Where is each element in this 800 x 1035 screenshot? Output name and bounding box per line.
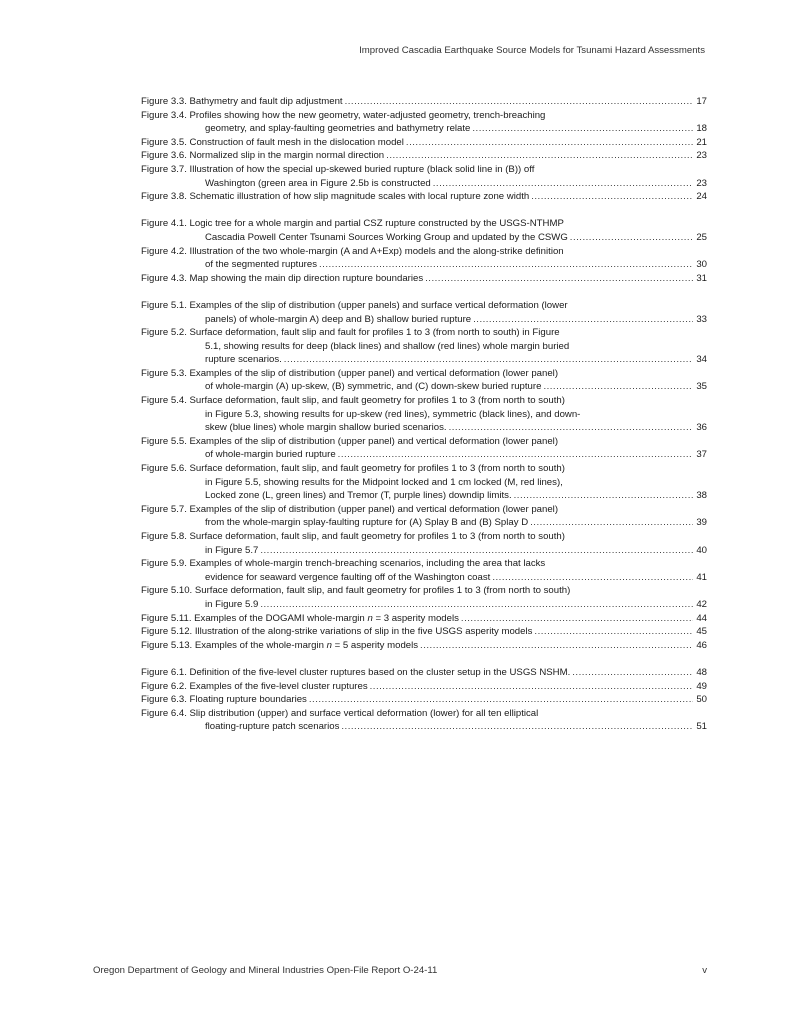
toc-entry[interactable] xyxy=(141,462,707,503)
toc-entry-line: Figure 5.6. Surface deformation, fault slip, and fault geometry for profiles 1 to 3 (from north to south) xyxy=(141,463,565,475)
toc-page-number: 35 xyxy=(696,381,707,393)
toc-page-number: 49 xyxy=(696,680,707,692)
list-of-figures xyxy=(141,95,707,734)
toc-entry[interactable] xyxy=(141,326,707,367)
toc-entry[interactable] xyxy=(141,394,707,435)
toc-entry-line: Figure 4.3. Map showing the main dip direction rupture boundaries xyxy=(141,272,424,284)
toc-entry-line: in Figure 5.3, showing results for up-skew (red lines), symmetric (black lines), and down- xyxy=(205,408,581,420)
dot-leader xyxy=(531,190,693,204)
toc-entry-line: Figure 3.5. Construction of fault mesh in the dislocation model xyxy=(141,136,404,148)
dot-leader xyxy=(284,353,693,367)
toc-page-number: 48 xyxy=(696,666,707,678)
dot-leader xyxy=(492,571,693,585)
dot-leader xyxy=(570,231,693,245)
dot-leader xyxy=(386,149,693,163)
toc-entry-line: Cascadia Powell Center Tsunami Sources Working Group and updated by the CSWG xyxy=(205,231,568,243)
dot-leader xyxy=(338,448,693,462)
toc-entry-line: Figure 5.11. Examples of the DOGAMI whole-margin n = 3 asperity models xyxy=(141,612,459,624)
dot-leader xyxy=(461,612,693,626)
toc-entry[interactable] xyxy=(141,136,707,150)
toc-entry-line: Figure 6.2. Examples of the five-level cluster ruptures xyxy=(141,680,368,692)
toc-entry-line: in Figure 5.9 xyxy=(205,598,259,610)
toc-entry[interactable] xyxy=(141,666,707,680)
toc-entry-line: 5.1, showing results for deep (black lines) and shallow (red lines) whole margin buried xyxy=(205,340,570,352)
toc-entry[interactable] xyxy=(141,272,707,286)
toc-page-number: 17 xyxy=(696,96,707,107)
toc-page-number: 41 xyxy=(696,571,707,583)
dot-leader xyxy=(345,95,693,109)
toc-entry-line: Figure 5.10. Surface deformation, fault slip, and fault geometry for profiles 1 to 3 (from north to south) xyxy=(141,585,571,597)
dot-leader xyxy=(406,136,693,150)
dot-leader xyxy=(449,421,693,435)
toc-entry-line: in Figure 5.5, showing results for the Midpoint locked and 1 cm locked (M, red lines), xyxy=(205,476,563,488)
dot-leader xyxy=(425,272,693,286)
toc-page-number: 51 xyxy=(696,721,707,733)
toc-entry[interactable] xyxy=(141,639,707,653)
toc-page-number: 46 xyxy=(696,639,707,651)
toc-page-number: 33 xyxy=(696,313,707,325)
toc-entry-line: rupture scenarios. xyxy=(205,354,282,366)
toc-entry[interactable] xyxy=(141,707,707,734)
dot-leader xyxy=(370,680,693,694)
toc-entry[interactable] xyxy=(141,693,707,707)
dot-leader xyxy=(420,639,693,653)
toc-page-number: 31 xyxy=(696,272,707,284)
toc-entry-line: Figure 5.4. Surface deformation, fault slip, and fault geometry for profiles 1 to 3 (from north to south) xyxy=(141,395,565,407)
toc-entry-line: Figure 6.3. Floating rupture boundaries xyxy=(141,694,307,706)
toc-entry-line: Figure 3.8. Schematic illustration of how slip magnitude scales with local rupture zone width xyxy=(141,191,530,203)
toc-entry-line: of whole-margin (A) up-skew, (B) symmetric, and (C) down-skew buried rupture xyxy=(205,381,542,393)
toc-entry[interactable] xyxy=(141,435,707,462)
toc-entry-line: panels) of whole-margin A) deep and B) shallow buried rupture xyxy=(205,313,472,325)
toc-page-number: 21 xyxy=(696,136,707,148)
variable-n: n xyxy=(367,612,373,624)
dot-leader xyxy=(260,544,693,558)
toc-entry-line: Figure 4.2. Illustration of the two whole-margin (A and A+Exp) models and the along-strike definition xyxy=(141,245,564,257)
toc-entry-line: Figure 3.3. Bathymetry and fault dip adjustment xyxy=(141,96,343,107)
toc-entry[interactable] xyxy=(141,367,707,394)
running-header: Improved Cascadia Earthquake Source Models for Tsunami Hazard Assessments xyxy=(359,45,705,56)
dot-leader xyxy=(572,666,693,680)
toc-page-number: 36 xyxy=(696,422,707,434)
toc-entry-line: Figure 6.4. Slip distribution (upper) and surface vertical deformation (lower) for all ten elliptical xyxy=(141,707,539,719)
toc-entry-line: Figure 5.2. Surface deformation, fault slip and fault for profiles 1 to 3 (from north to south) in Figure xyxy=(141,327,560,339)
group-spacer xyxy=(141,204,707,218)
dot-leader xyxy=(341,720,693,734)
toc-entry[interactable] xyxy=(141,299,707,326)
toc-entry-line: of the segmented ruptures xyxy=(205,259,317,271)
dot-leader xyxy=(543,380,693,394)
toc-entry[interactable] xyxy=(141,217,707,244)
toc-page-number: 44 xyxy=(696,612,707,624)
toc-entry[interactable] xyxy=(141,149,707,163)
toc-entry-line: of whole-margin buried rupture xyxy=(205,449,336,461)
footer-publisher: Oregon Department of Geology and Mineral Industries Open-File Report O-24-11 xyxy=(93,965,438,976)
toc-page-number: 42 xyxy=(696,598,707,610)
toc-page-number: 37 xyxy=(696,449,707,461)
toc-page-number: 24 xyxy=(696,191,707,203)
toc-entry-line: Figure 3.6. Normalized slip in the margin normal direction xyxy=(141,150,385,162)
toc-entry-line: in Figure 5.7 xyxy=(205,544,259,556)
toc-entry[interactable] xyxy=(141,584,707,611)
toc-entry-line: Figure 5.9. Examples of whole-margin trench-breaching scenarios, including the area that lacks xyxy=(141,558,546,570)
toc-page-number: 23 xyxy=(696,177,707,189)
toc-entry-line: from the whole-margin splay-faulting rupture for (A) Splay B and (B) Splay D xyxy=(205,517,529,529)
toc-entry[interactable] xyxy=(141,163,707,190)
toc-page-number: 39 xyxy=(696,517,707,529)
toc-entry[interactable] xyxy=(141,612,707,626)
group-spacer xyxy=(141,652,707,666)
toc-entry-line: Figure 3.7. Illustration of how the special up-skewed buried rupture (black solid line in (B)) off xyxy=(141,163,535,175)
toc-entry-line: Figure 5.8. Surface deformation, fault slip, and fault geometry for profiles 1 to 3 (from north to south) xyxy=(141,531,565,542)
toc-entry-line: Figure 6.1. Definition of the five-level cluster ruptures based on the cluster setup in the USGS NSHM. xyxy=(141,666,571,678)
toc-entry-line: skew (blue lines) whole margin shallow buried scenarios. xyxy=(205,422,447,434)
dot-leader xyxy=(472,122,693,136)
toc-page-number: 38 xyxy=(696,490,707,502)
toc-page-number: 23 xyxy=(696,150,707,162)
toc-entry-line: Figure 5.7. Examples of the slip of distribution (upper panel) and vertical deformation (lower panel) xyxy=(141,503,559,515)
toc-entry-line: Figure 5.3. Examples of the slip of distribution (upper panel) and vertical deformation (lower panel) xyxy=(141,367,559,379)
toc-entry[interactable] xyxy=(141,95,707,109)
page-footer xyxy=(93,965,707,976)
toc-page-number: 45 xyxy=(696,626,707,638)
dot-leader xyxy=(534,625,693,639)
toc-entry-line: Figure 4.1. Logic tree for a whole margin and partial CSZ rupture constructed by the USGS-NTHMP xyxy=(141,218,564,230)
toc-entry-line: Figure 5.13. Examples of the whole-margin n = 5 asperity models xyxy=(141,639,419,651)
toc-entry-line: evidence for seaward vergence faulting off of the Washington coast xyxy=(205,571,491,583)
toc-entry-line: Figure 3.4. Profiles showing how the new geometry, water-adjusted geometry, trench-breaching xyxy=(141,109,546,121)
toc-entry-line: Locked zone (L, green lines) and Tremor (T, purple lines) downdip limits. xyxy=(205,490,512,502)
dot-leader xyxy=(514,489,693,503)
toc-page-number: 18 xyxy=(696,123,707,135)
dot-leader xyxy=(473,313,693,327)
toc-entry[interactable] xyxy=(141,245,707,272)
toc-page-number: 25 xyxy=(696,231,707,243)
toc-page-number: 40 xyxy=(696,544,707,556)
toc-entry[interactable] xyxy=(141,625,707,639)
dot-leader xyxy=(433,177,693,191)
toc-entry-line: Figure 5.12. Illustration of the along-strike variations of slip in the five USGS asperity models xyxy=(141,626,533,638)
toc-page-number: 30 xyxy=(696,259,707,271)
toc-entry-line: Washington (green area in Figure 2.5b is constructed xyxy=(205,177,431,189)
toc-entry[interactable] xyxy=(141,109,707,136)
toc-entry[interactable] xyxy=(141,680,707,694)
dot-leader xyxy=(319,258,693,272)
dot-leader xyxy=(260,598,693,612)
footer-page-number: v xyxy=(702,965,707,976)
toc-entry[interactable] xyxy=(141,557,707,584)
dot-leader xyxy=(530,516,693,530)
toc-page-number: 34 xyxy=(696,354,707,366)
toc-page-number: 50 xyxy=(696,694,707,706)
toc-entry[interactable] xyxy=(141,530,707,557)
toc-entry[interactable] xyxy=(141,190,707,204)
variable-n: n xyxy=(326,639,332,651)
toc-entry-line: geometry, and splay-faulting geometries and bathymetry relate xyxy=(205,123,471,135)
toc-entry-line: floating-rupture patch scenarios xyxy=(205,721,340,733)
group-spacer xyxy=(141,285,707,299)
toc-entry-line: Figure 5.5. Examples of the slip of distribution (upper panel) and vertical deformation (lower panel) xyxy=(141,435,559,447)
toc-entry-line: Figure 5.1. Examples of the slip of distribution (upper panels) and surface vertical deformation (lower xyxy=(141,299,568,311)
toc-entry[interactable] xyxy=(141,503,707,530)
dot-leader xyxy=(309,693,693,707)
